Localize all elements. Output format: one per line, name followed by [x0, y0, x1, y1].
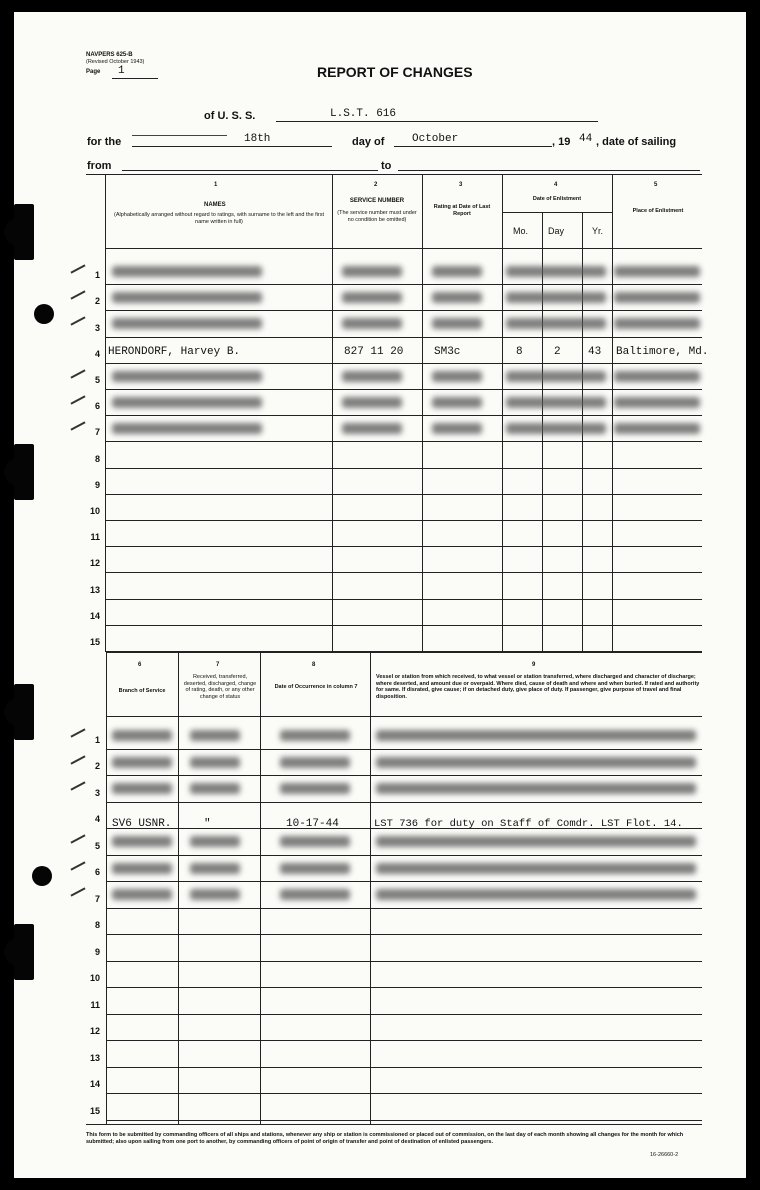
redaction-blur — [280, 863, 350, 874]
col1-num: 1 — [214, 182, 218, 188]
occurrence-date-cell: 10-17-44 — [286, 818, 339, 830]
day-cell: 2 — [554, 346, 561, 358]
redaction-blur — [432, 266, 482, 277]
service-number-cell: 827 11 20 — [344, 346, 404, 358]
redaction-blur — [506, 371, 606, 382]
upper-col-divider — [502, 174, 503, 652]
row-rule — [106, 415, 702, 416]
redaction-blur — [112, 730, 172, 741]
col5-title: Place of Enlistment — [632, 208, 684, 214]
report-of-changes-form — [14, 12, 746, 1178]
yr-cell: 43 — [588, 346, 602, 358]
redaction-blur — [506, 423, 606, 434]
redaction-blur — [112, 371, 262, 382]
col8-num: 8 — [312, 662, 316, 668]
col4-yr: Yr. — [592, 226, 604, 236]
row-rule — [106, 494, 702, 495]
col4-day: Day — [548, 226, 565, 236]
redaction-blur — [112, 863, 172, 874]
day-of-label: day of — [352, 136, 385, 148]
row-number: 12 — [89, 558, 100, 569]
form-revised: (Revised October 1943) — [86, 59, 145, 65]
ship-name: L.S.T. 616 — [330, 108, 397, 120]
lower-header-bottom — [106, 716, 702, 717]
date-of-sailing-label: , date of sailing — [596, 136, 677, 148]
row-number: 4 — [94, 814, 100, 824]
row-number: 1 — [94, 270, 100, 281]
redaction-blur — [614, 397, 700, 408]
row-rule — [106, 337, 702, 338]
redaction-blur — [506, 318, 606, 329]
redaction-blur — [342, 292, 402, 303]
redaction-blur — [342, 266, 402, 277]
col5-num: 5 — [654, 182, 658, 188]
col2-num: 2 — [374, 182, 378, 188]
row-rule — [106, 802, 702, 803]
row-rule — [106, 625, 702, 626]
to-label: to — [381, 160, 392, 172]
redaction-blur — [112, 318, 262, 329]
row-number: 3 — [94, 787, 100, 798]
row-rule — [106, 1040, 702, 1041]
redaction-blur — [190, 730, 240, 741]
name-cell: HERONDORF, Harvey B. — [108, 346, 241, 358]
row-number: 15 — [89, 1105, 100, 1116]
upper-col-divider — [105, 174, 106, 652]
lower-col-divider — [106, 652, 107, 1124]
col1-note: (Alphabetically arranged without regard to ratings, with surname to the left and the first name written in full) — [113, 212, 325, 225]
punch-hole — [34, 304, 54, 324]
lower-col-divider — [370, 652, 371, 1124]
month-underline — [394, 146, 552, 147]
redaction-blur — [190, 757, 240, 768]
redaction-blur — [342, 318, 402, 329]
redaction-blur — [112, 292, 262, 303]
row-number: 4 — [94, 348, 100, 359]
redaction-blur — [280, 757, 350, 768]
redaction-blur — [614, 292, 700, 303]
year: 44 — [579, 133, 593, 145]
redaction-blur — [112, 757, 172, 768]
row-number: 8 — [94, 920, 100, 930]
row-number: 6 — [94, 401, 100, 412]
page-underline — [112, 78, 158, 79]
date-day: 18th — [244, 133, 271, 145]
upper-col-divider — [422, 174, 423, 652]
upper-col-divider — [332, 174, 333, 652]
redaction-blur — [342, 423, 402, 434]
row-number: 14 — [89, 1079, 100, 1089]
row-rule — [106, 310, 702, 311]
col9-num: 9 — [532, 662, 536, 668]
punch-hole — [32, 866, 52, 886]
redaction-blur — [112, 889, 172, 900]
footer-rule — [86, 1124, 702, 1125]
redaction-blur — [376, 863, 696, 874]
row-rule — [106, 987, 702, 988]
row-number: 8 — [94, 453, 100, 464]
struck-text-line — [132, 135, 227, 136]
row-rule — [106, 284, 702, 285]
row-rule — [106, 572, 702, 573]
redaction-blur — [342, 397, 402, 408]
row-number: 2 — [94, 761, 100, 771]
branch-cell: SV6 USNR. — [112, 818, 172, 830]
col6-num: 6 — [138, 662, 142, 668]
redaction-blur — [432, 423, 482, 434]
redaction-blur — [506, 292, 606, 303]
redaction-blur — [376, 889, 696, 900]
row-rule — [106, 389, 702, 390]
page-number: 1 — [118, 65, 125, 77]
row-rule — [106, 1067, 702, 1068]
upper-table-top — [86, 174, 702, 175]
redaction-blur — [432, 292, 482, 303]
mo-cell: 8 — [516, 346, 523, 358]
row-rule — [106, 599, 702, 600]
redaction-blur — [190, 836, 240, 847]
redaction-blur — [112, 397, 262, 408]
row-number: 5 — [94, 375, 100, 385]
col2-title: SERVICE NUMBER — [349, 198, 405, 204]
redaction-blur — [376, 730, 696, 741]
place-cell: Baltimore, Md. — [616, 346, 709, 358]
col4-num: 4 — [554, 182, 558, 188]
lower-col-divider — [178, 652, 179, 1124]
lower-col-divider — [260, 652, 261, 1124]
col3-num: 3 — [459, 182, 463, 188]
lower-table-top — [106, 652, 702, 653]
row-number: 1 — [94, 734, 100, 745]
row-number: 6 — [94, 867, 100, 877]
form-title: REPORT OF CHANGES — [317, 64, 473, 80]
redaction-blur — [614, 266, 700, 277]
redaction-blur — [112, 266, 262, 277]
redaction-blur — [506, 266, 606, 277]
binder-clip — [14, 684, 34, 740]
redaction-blur — [190, 863, 240, 874]
remarks-cell: LST 736 for duty on Staff of Comdr. LST Flot. 14. — [374, 818, 683, 830]
footer-note: This form to be submitted by commanding officers of all ships and stations, whenever any ship or station is commissioned or placed out of commission, on the last day of each month showing all changes for the month for which submitted; also upon sailing from one port to another, by commanding officers of point of origin of transfer and point of destination of enlisted passengers. — [86, 1132, 684, 1145]
row-rule — [106, 908, 702, 909]
row-rule — [106, 1014, 702, 1015]
redaction-blur — [614, 318, 700, 329]
col8-title: Date of Occurrence in column 7 — [274, 684, 358, 690]
status-cell: " — [204, 818, 211, 830]
col4-mo: Mo. — [513, 226, 529, 236]
rating-cell: SM3c — [434, 346, 461, 358]
binder-clip — [14, 204, 34, 260]
redaction-blur — [432, 397, 482, 408]
enlistment-subdivider — [502, 212, 612, 213]
row-number: 9 — [94, 479, 100, 490]
redaction-blur — [432, 371, 482, 382]
row-number: 3 — [94, 322, 100, 333]
col7-num: 7 — [216, 662, 220, 668]
col4-title: Date of Enlistment — [532, 196, 582, 202]
row-number: 13 — [89, 584, 100, 595]
row-rule — [106, 855, 702, 856]
row-number: 14 — [89, 610, 100, 621]
redaction-blur — [280, 836, 350, 847]
from-label: from — [87, 160, 112, 172]
print-code: 16-26660-2 — [650, 1152, 679, 1158]
redaction-blur — [614, 423, 700, 434]
col3-title: Rating at Date of Last Report — [433, 204, 491, 217]
row-rule — [106, 775, 702, 776]
to-underline — [398, 170, 700, 171]
for-the-label: for the — [87, 136, 122, 148]
row-number: 11 — [90, 999, 100, 1010]
binder-clip — [14, 444, 34, 500]
redaction-blur — [280, 889, 350, 900]
binder-clip — [14, 924, 34, 980]
month: October — [412, 133, 459, 145]
row-number: 10 — [89, 506, 100, 516]
redaction-blur — [280, 783, 350, 794]
row-number: 15 — [89, 637, 100, 647]
row-rule — [106, 749, 702, 750]
row-rule — [106, 1093, 702, 1094]
row-number: 7 — [94, 893, 100, 904]
row-rule — [106, 961, 702, 962]
redaction-blur — [280, 730, 350, 741]
row-rule — [106, 934, 702, 935]
row-number: 12 — [89, 1026, 100, 1036]
row-number: 13 — [89, 1052, 100, 1063]
ship-underline — [276, 121, 598, 122]
page-label: Page — [86, 69, 101, 75]
row-number: 5 — [94, 840, 100, 851]
date-underline — [132, 146, 332, 147]
upper-header-bottom — [106, 248, 702, 249]
col1-title: NAMES — [204, 202, 226, 208]
col7-title: Received, transferred, deserted, discharged, change of rating, death, or any other change of status — [183, 674, 257, 700]
redaction-blur — [376, 836, 696, 847]
row-rule — [106, 363, 702, 364]
upper-col-divider — [612, 174, 613, 652]
redaction-blur — [614, 371, 700, 382]
redaction-blur — [112, 783, 172, 794]
redaction-blur — [376, 757, 696, 768]
row-number: 10 — [89, 973, 100, 983]
row-number: 9 — [94, 946, 100, 957]
redaction-blur — [190, 783, 240, 794]
row-rule — [106, 1120, 702, 1121]
col9-title: Vessel or station from which received, to what vessel or station transferred, where discharged and character of discharge; where deserted, and amount due or overpaid. Where died, cause of death and where and when buried. If rated and authority for same. If disrated, give cause; if on detached duty, give place of duty. If passenger, give purpose of travel and final disposition. — [376, 674, 700, 700]
redaction-blur — [190, 889, 240, 900]
row-number: 2 — [94, 296, 100, 307]
redaction-blur — [342, 371, 402, 382]
row-number: 11 — [90, 532, 100, 543]
col2-note: (The service number must under no condition be omitted) — [337, 210, 417, 223]
form-id: NAVPERS 625-B — [86, 52, 133, 58]
row-rule — [106, 441, 702, 442]
row-rule — [106, 546, 702, 547]
redaction-blur — [432, 318, 482, 329]
of-uss-label: of U. S. S. — [204, 110, 256, 122]
col6-title: Branch of Service — [118, 688, 166, 694]
row-rule — [106, 881, 702, 882]
row-rule — [106, 468, 702, 469]
from-underline — [122, 170, 378, 171]
redaction-blur — [506, 397, 606, 408]
row-rule — [106, 520, 702, 521]
redaction-blur — [112, 836, 172, 847]
redaction-blur — [376, 783, 696, 794]
year-prefix: , 19 — [552, 136, 571, 148]
row-number: 7 — [94, 427, 100, 438]
redaction-blur — [112, 423, 262, 434]
